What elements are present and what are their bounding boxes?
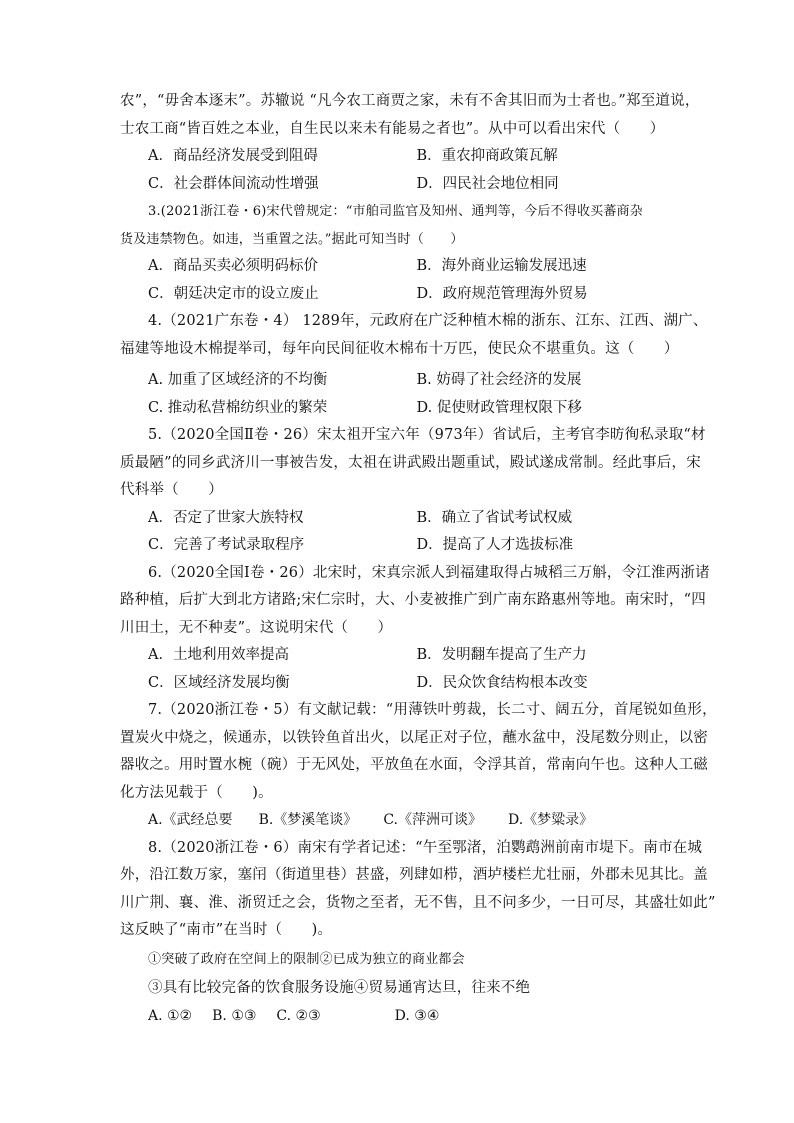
option-b[interactable]: B. ①③ [212,1007,257,1024]
options-row [120,1003,685,1031]
options-row [120,281,685,309]
statement-line: ③具有比较完备的饮食服务设施④贸易通宵达旦，往来不绝 [148,979,531,996]
question-6 [120,560,710,698]
question-text-line: 川广荆、襄、淮、浙贸迁之会，货物之至者，无不售，且不问多少，一日可尽，其盛壮如此” [120,894,716,911]
option-d[interactable]: D. ③④ [394,1007,440,1024]
question-text-line: 路种植，后扩大到北方诸路;宋仁宗时，大、小麦被推广到广南东路惠州等地。南宋时，“四 [120,592,706,608]
option-a[interactable]: A. ①② [148,1007,193,1024]
option-a[interactable]: A．否定了世家大族特权 [148,509,304,526]
option-b[interactable]: B．海外商业运输发展迅速 [416,258,587,274]
question-text-line: 4.（2021广东卷・4） 1289年，元政府在广泛种植木棉的浙东、江东、江西、湖广、 [148,313,708,329]
question-text-line: 8.（2020浙江卷・6）南宋有学者记述：“午至鄂渚，泊鹦鹉洲前南市堤下。南市在城 [148,839,703,856]
question-text-line: 置炭火中烧之，候通赤，以铁铃鱼首出火，以尾正对子位，蘸水盆中，没尾数分则止，以密 [120,729,708,746]
options-row [120,367,685,395]
option-d[interactable]: D．民众饮食结构根本改变 [416,674,588,691]
question-8 [120,835,716,1031]
options-row [120,253,685,281]
question-text-line: 货及违禁物色。如违，当重置之法。”据此可知当时（ ） [120,231,464,247]
question-text-line: 代科举（ ） [120,482,223,498]
option-d[interactable]: D．政府规范管理海外贸易 [416,285,588,302]
options-row [120,171,685,199]
option-b[interactable]: B.《梦溪笔谈》 [258,812,358,828]
option-d[interactable]: D．提高了人才选拔标准 [416,537,574,553]
option-a[interactable]: A．商品买卖必须明码标价 [148,258,318,274]
option-c[interactable]: C．朝廷决定市的设立废止 [148,285,319,302]
options-row [120,642,685,670]
statement-line: ①突破了政府在空间上的限制②已成为独立的商业都会 [148,951,465,967]
question-3 [120,198,685,308]
option-d[interactable]: D. 促使财政管理权限下移 [416,399,582,416]
option-c[interactable]: C．社会群体间流动性增强 [148,175,319,192]
question-text-line: 7.（2020浙江卷・5）有文献记载：“用薄铁叶剪裁，长二寸、阔五分，首尾锐如鱼形， [148,702,717,718]
option-b[interactable]: B. 妨碍了社会经济的发展 [416,372,582,388]
option-b[interactable]: B．确立了省试考试权威 [416,509,573,526]
question-5 [120,422,706,560]
question-text-line: 5.（2020全国Ⅱ卷・26）宋太祖开宝六年（973年）省试后，主考官李昉徇私录取“材 [148,427,706,443]
question-text-line: 这反映了“南市”在当时（ )。 [120,922,333,938]
options-row [120,532,685,560]
question-text-line: 3.(2021浙江卷・6)宋代曾规定：“市舶司监官及知州、通判等，今后不得收买蕃商杂 [148,204,643,219]
question-text-line: 外，沿江数万家，塞闬（街道里巷）甚盛，列肆如栉，酒垆楼栏尤壮丽，外郡未见其比。盖 [120,867,708,883]
option-d[interactable]: D.《梦粱录》 [507,812,594,828]
question-text-line: 器收之。用时置水椀（碗）于无风处，平放鱼在水面，令浮其首，常南向午也。这种人工磁 [120,757,708,773]
option-c[interactable]: C．区域经济发展均衡 [148,674,290,691]
question-text-line: 福建等地设木棉提举司，每年向民间征收木棉布十万匹，使民众不堪重负。这（ ） [120,340,679,357]
question-7 [120,697,717,835]
option-b[interactable]: B．重农抑商政策瓦解 [416,148,558,164]
option-c[interactable]: C．完善了考试录取程序 [148,537,305,553]
options-row [120,505,685,533]
question-text-line: 化方法见载于（ )。 [120,784,273,801]
question-4 [120,308,708,422]
option-c[interactable]: C. 推动私营棉纺织业的繁荣 [148,399,328,416]
option-a[interactable]: A.《武经总要 [148,812,233,828]
question-text-line: 6.（2020全国Ⅰ卷・26）北宋时，宋真宗派人到福建取得占城稻三万斛，令江淮两浙诸 [148,564,710,581]
option-c[interactable]: C. ②③ [276,1007,321,1024]
options-row [120,395,685,423]
option-a[interactable]: A. 加重了区域经济的不均衡 [148,372,328,388]
options-row [120,670,685,698]
option-a[interactable]: A．商品经济发展受到阻碍 [148,148,318,164]
option-a[interactable]: A．土地利用效率提高 [148,647,289,663]
options-row [120,143,685,171]
question-text-line: 农”，“毋舍本逐末”。苏辙说 “凡今农工商贾之家，未有不舍其旧而为士者也。”郑至道说， [120,93,700,109]
options-row [120,807,685,835]
option-d[interactable]: D．四民社会地位相同 [416,175,559,192]
option-c[interactable]: C.《萍洲可谈》 [383,812,482,828]
option-b[interactable]: B．发明翻车提高了生产力 [416,647,587,663]
question-2 [120,88,700,198]
question-text-line: 质最陋”的同乡武济川一事被告发，太祖在讲武殿出题重试，殿试遂成常制。经此事后，宋 [120,454,701,471]
question-text-line: 士农工商“皆百姓之本业，自生民以来未有能易之者也”。从中可以看出宋代（ ） [120,120,665,137]
exam-page [120,88,717,1030]
question-text-line: 川田土，无不种麦”。这说明宋代（ ） [120,619,393,636]
